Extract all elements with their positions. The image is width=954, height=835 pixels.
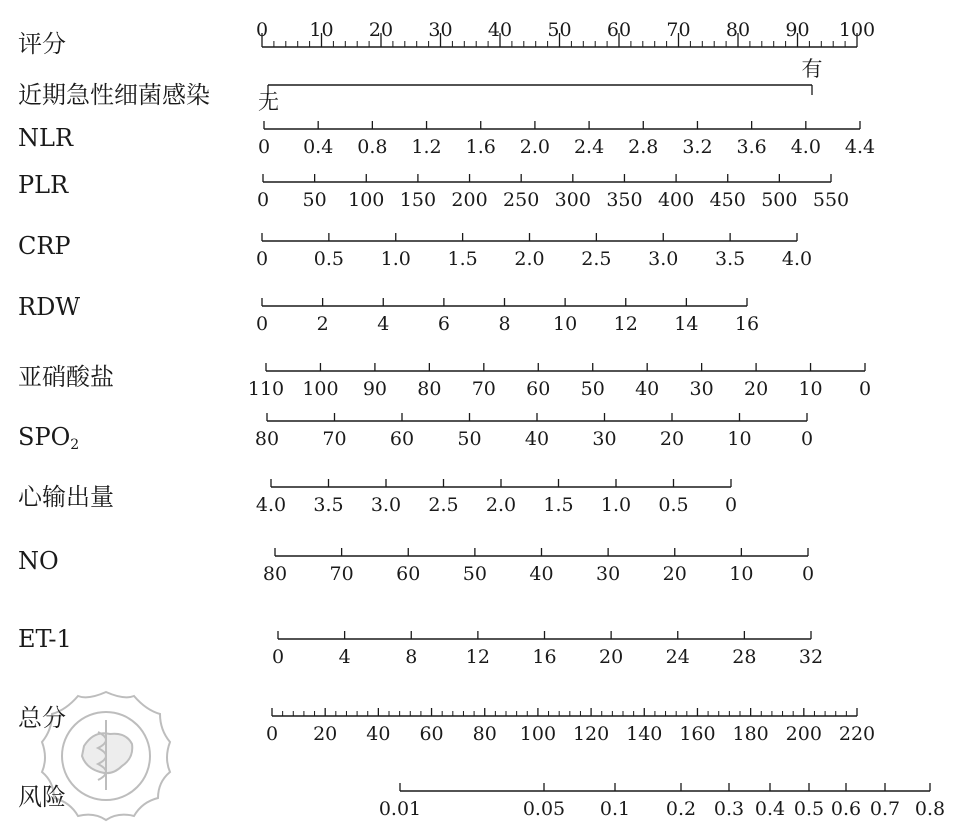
nitrite-tick-label: 100: [302, 378, 339, 400]
crp-tick-label: 3.5: [715, 248, 746, 270]
total-tick-label: 160: [679, 723, 716, 745]
risk-tick-label: 0.01: [378, 798, 422, 820]
infection-category-label: 无: [258, 90, 279, 114]
cardiac_output-tick-label: 2.0: [485, 494, 517, 516]
plr-tick-label: 0: [256, 189, 270, 211]
nlr-tick-label: 1.2: [411, 136, 442, 158]
nitrite-tick-label: 20: [743, 378, 769, 400]
plr-tick-label: 50: [302, 189, 327, 211]
nlr-tick-label: 4.0: [790, 136, 821, 158]
nlr-tick-label: 2.4: [573, 136, 605, 158]
nitrite-tick-label: 70: [471, 378, 496, 400]
crp-tick-label: 3.0: [648, 248, 679, 270]
crp-row-label: CRP: [18, 232, 71, 260]
spo2-row-label: SPO2: [18, 423, 80, 453]
plr-tick-label: 500: [761, 189, 798, 211]
risk-tick-label: 0.4: [754, 798, 786, 820]
risk-tick-label: 0.8: [914, 798, 946, 820]
total-tick-label: 0: [265, 723, 279, 745]
cardiac_output-tick-label: 0: [724, 494, 738, 516]
points-tick-label: 90: [785, 19, 810, 41]
total-tick-label: 20: [313, 723, 338, 745]
no-tick-label: 30: [596, 563, 621, 585]
nitrite-tick-label: 40: [635, 378, 660, 400]
nlr-tick-label: 1.6: [465, 136, 496, 158]
et1-tick-label: 24: [665, 646, 690, 668]
plr-tick-label: 200: [451, 189, 488, 211]
no-tick-label: 50: [462, 563, 487, 585]
spo2-tick-label: 80: [254, 428, 280, 450]
nitrite-tick-label: 80: [417, 378, 442, 400]
no-row-label: NO: [18, 547, 59, 575]
points-tick-label: 30: [428, 19, 453, 41]
nlr-tick-label: 0: [257, 136, 271, 158]
spo2-tick-label: 30: [592, 428, 617, 450]
nitrite-tick-label: 30: [689, 378, 714, 400]
nlr-row-label: NLR: [18, 124, 74, 152]
total-tick-label: 180: [732, 723, 769, 745]
nlr-tick-label: 0.4: [303, 136, 334, 158]
cardiac_output-tick-label: 3.0: [370, 494, 402, 516]
points-row-label: 评分: [18, 30, 66, 58]
cardiac_output-row-label: 心输出量: [18, 483, 114, 511]
plr-tick-label: 300: [554, 189, 591, 211]
nitrite-tick-label: 110: [247, 378, 285, 400]
et1-tick-label: 16: [532, 646, 557, 668]
points-tick-label: 50: [547, 19, 572, 41]
no-tick-label: 80: [262, 563, 288, 585]
rdw-tick-label: 12: [613, 313, 638, 335]
plr-tick-label: 250: [503, 189, 540, 211]
risk-tick-label: 0.1: [599, 798, 631, 820]
spo2-tick-label: 0: [800, 428, 814, 450]
nitrite-row-label: 亚硝酸盐: [18, 363, 114, 391]
total-tick-label: 60: [419, 723, 444, 745]
risk-row-label: 风险: [18, 783, 66, 811]
rdw-tick-label: 10: [553, 313, 578, 335]
total-tick-label: 220: [838, 723, 876, 745]
rdw-row-label: RDW: [18, 293, 80, 321]
nitrite-tick-label: 90: [362, 378, 388, 400]
infection-category-label: 有: [801, 57, 823, 81]
spo2-tick-label: 70: [322, 428, 347, 450]
plr-tick-label: 350: [606, 189, 643, 211]
spo2-tick-label: 60: [389, 428, 415, 450]
nitrite-tick-label: 10: [798, 378, 823, 400]
nlr-tick-label: 2.8: [628, 136, 659, 158]
plr-tick-label: 150: [399, 189, 437, 211]
et1-tick-label: 4: [338, 646, 351, 668]
plr-tick-label: 550: [812, 189, 850, 211]
total-tick-label: 80: [472, 723, 497, 745]
cardiac_output-tick-label: 1.5: [543, 494, 574, 516]
et1-row-label: ET-1: [18, 625, 72, 653]
points-tick-label: 40: [487, 19, 513, 41]
risk-tick-label: 0.6: [830, 798, 862, 820]
no-tick-label: 70: [329, 563, 354, 585]
points-tick-label: 10: [309, 19, 334, 41]
crp-tick-label: 2.0: [514, 248, 545, 270]
nlr-tick-label: 0.8: [357, 136, 388, 158]
rdw-tick-label: 0: [255, 313, 269, 335]
nitrite-tick-label: 50: [580, 378, 605, 400]
nitrite-tick-label: 0: [858, 378, 872, 400]
crp-tick-label: 2.5: [581, 248, 612, 270]
plr-row-label: PLR: [18, 171, 69, 199]
rdw-tick-label: 8: [498, 313, 511, 335]
risk-tick-label: 0.05: [522, 798, 566, 820]
risk-tick-label: 0.2: [665, 798, 697, 820]
spo2-tick-label: 10: [727, 428, 752, 450]
et1-tick-label: 32: [798, 646, 824, 668]
no-tick-label: 0: [801, 563, 815, 585]
no-tick-label: 60: [396, 563, 421, 585]
infection-row-label: 近期急性细菌感染: [18, 81, 210, 109]
cardiac_output-tick-label: 0.5: [658, 494, 689, 516]
crp-tick-label: 1.0: [380, 248, 411, 270]
et1-tick-label: 12: [465, 646, 490, 668]
rdw-tick-label: 14: [674, 313, 699, 335]
total-row-label: 总分: [18, 704, 66, 732]
spo2-tick-label: 20: [659, 428, 685, 450]
rdw-tick-label: 4: [377, 313, 390, 335]
total-tick-label: 120: [572, 723, 610, 745]
total-tick-label: 40: [366, 723, 391, 745]
nlr-tick-label: 4.4: [844, 136, 876, 158]
total-tick-label: 200: [785, 723, 822, 745]
points-tick-label: 20: [368, 19, 394, 41]
risk-tick-label: 0.3: [713, 798, 745, 820]
cardiac_output-tick-label: 1.0: [600, 494, 632, 516]
et1-tick-label: 8: [405, 646, 418, 668]
plr-tick-label: 100: [348, 189, 385, 211]
total-tick-label: 100: [519, 723, 557, 745]
points-tick-label: 70: [666, 19, 691, 41]
crp-tick-label: 4.0: [781, 248, 813, 270]
crp-tick-label: 0: [255, 248, 269, 270]
total-tick-label: 140: [626, 723, 663, 745]
plr-tick-label: 400: [657, 189, 695, 211]
points-tick-label: 0: [255, 19, 269, 41]
spo2-tick-label: 50: [457, 428, 482, 450]
points-tick-label: 60: [606, 19, 632, 41]
rdw-tick-label: 16: [734, 313, 760, 335]
et1-tick-label: 28: [732, 646, 757, 668]
cardiac_output-tick-label: 3.5: [313, 494, 344, 516]
et1-tick-label: 0: [271, 646, 285, 668]
plr-tick-label: 450: [709, 189, 746, 211]
no-tick-label: 20: [662, 563, 687, 585]
points-tick-label: 100: [838, 19, 876, 41]
nitrite-tick-label: 60: [526, 378, 551, 400]
crp-tick-label: 1.5: [447, 248, 478, 270]
nlr-tick-label: 3.2: [682, 136, 713, 158]
cardiac_output-tick-label: 2.5: [428, 494, 459, 516]
no-tick-label: 10: [729, 563, 754, 585]
nlr-tick-label: 3.6: [736, 136, 767, 158]
rdw-tick-label: 6: [437, 313, 450, 335]
crp-tick-label: 0.5: [313, 248, 344, 270]
rdw-tick-label: 2: [316, 313, 329, 335]
points-tick-label: 80: [725, 19, 751, 41]
nlr-tick-label: 2.0: [519, 136, 551, 158]
et1-tick-label: 20: [599, 646, 624, 668]
risk-tick-label: 0.5: [793, 798, 825, 820]
no-tick-label: 40: [529, 563, 554, 585]
risk-tick-label: 0.7: [869, 798, 901, 820]
spo2-tick-label: 40: [524, 428, 550, 450]
cardiac_output-tick-label: 4.0: [255, 494, 287, 516]
